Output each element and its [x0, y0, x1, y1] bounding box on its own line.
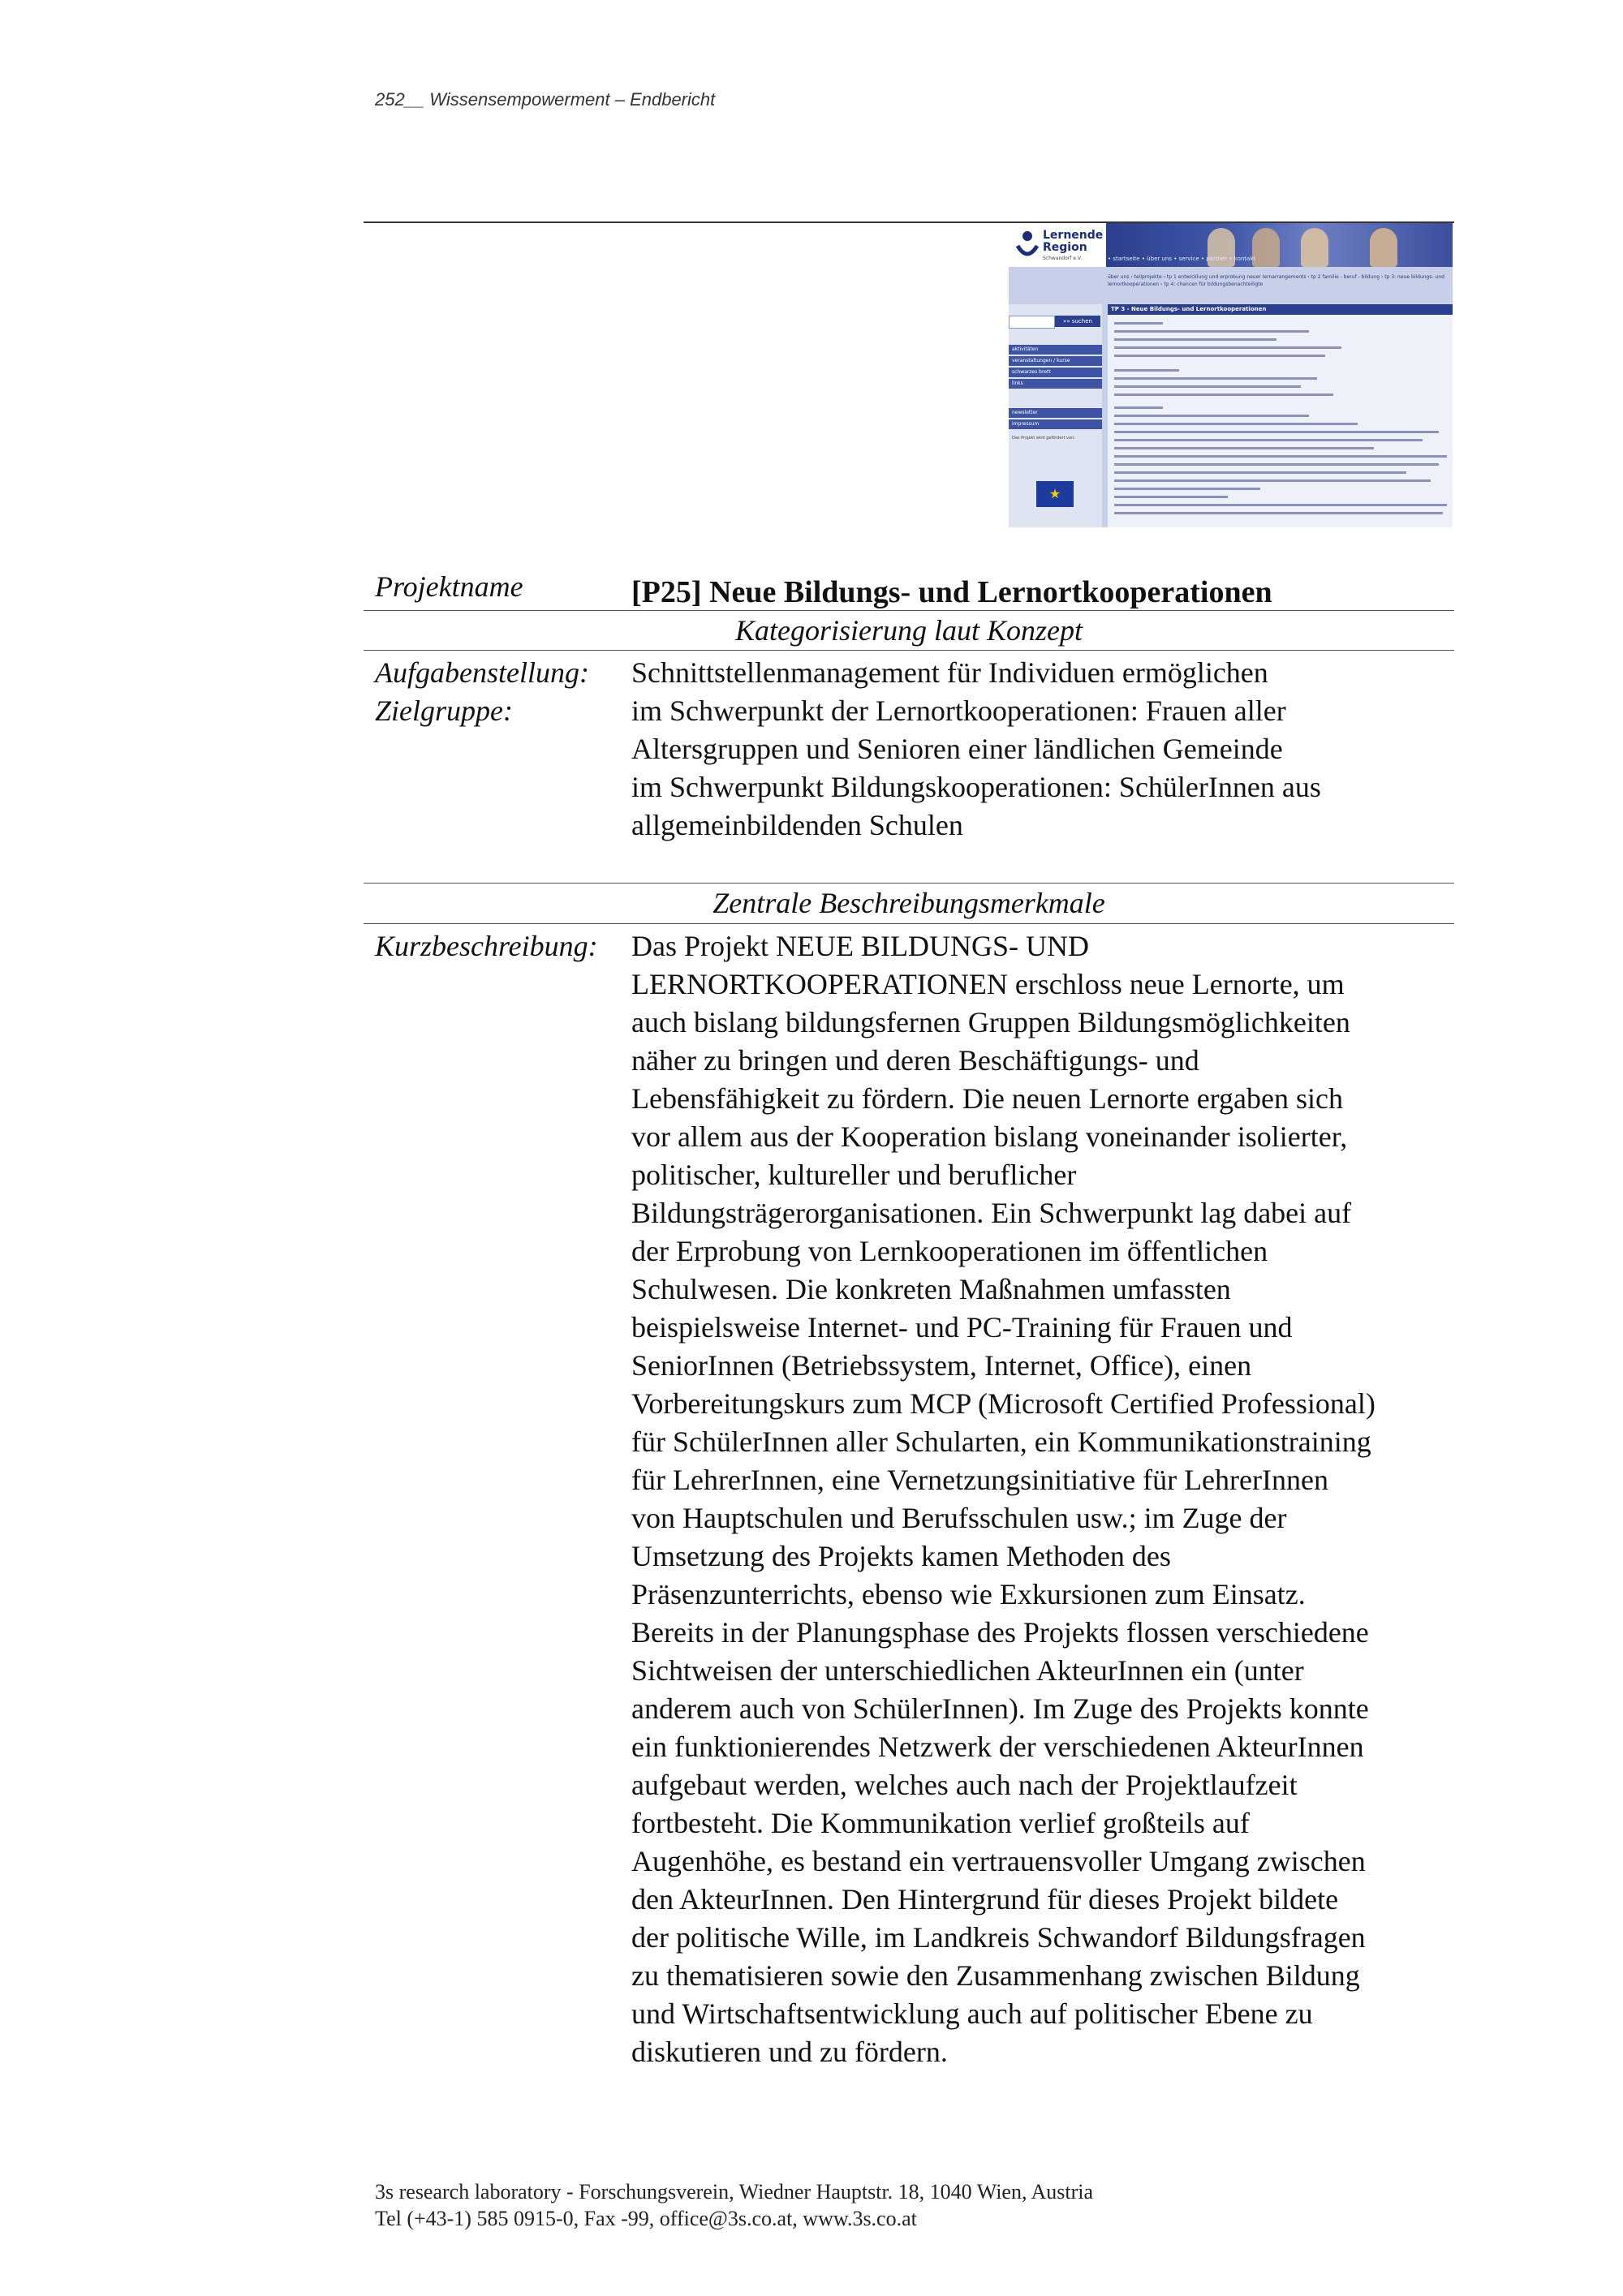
- running-header: 252__ Wissensempowerment – Endbericht: [375, 89, 716, 110]
- text-line: für SchülerInnen aller Schularten, ein Kommunikationstraining: [631, 1425, 1371, 1458]
- page-footer: [375, 2178, 1093, 2232]
- text-line: diskutieren und zu fördern.: [631, 2036, 948, 2068]
- text-line: Bildungsträgerorganisationen. Ein Schwerpunkt lag dabei auf: [631, 1197, 1352, 1229]
- screenshot-menu-item: schwarzes brett: [1009, 368, 1102, 377]
- screenshot-text-line: [1114, 512, 1443, 514]
- screenshot-text-line: [1114, 463, 1439, 466]
- text-line: im Schwerpunkt der Lernortkooperationen: Frauen aller: [631, 694, 1286, 727]
- text-line: der Erprobung von Lernkooperationen im öffentlichen: [631, 1235, 1268, 1267]
- banner-photo: [1370, 228, 1397, 267]
- text-line: zu thematisieren sowie den Zusammenhang zwischen Bildung: [631, 1959, 1360, 1992]
- screenshot-menu-item: impressum: [1009, 419, 1102, 429]
- screenshot-text-line: [1114, 439, 1423, 441]
- text-line: Schnittstellenmanagement für Individuen ermöglichen: [631, 656, 1268, 689]
- text-line: LERNORTKOOPERATIONEN erschloss neue Lernorte, um: [631, 968, 1345, 1000]
- text-line: Umsetzung des Projekts kamen Methoden des: [631, 1540, 1171, 1572]
- banner-photo: [1301, 228, 1328, 267]
- screenshot-text-line: [1114, 322, 1163, 325]
- footer-address: 3s research laboratory - Forschungsverein, Wiedner Hauptstr. 18, 1040 Wien, Austria: [375, 2180, 1094, 2204]
- row-rule: [364, 883, 1454, 884]
- row-rule: [364, 610, 1454, 611]
- text-line: politischer, kultureller und beruflicher: [631, 1159, 1077, 1191]
- screenshot-text-line: [1114, 479, 1431, 482]
- text-line: allgemeinbildenden Schulen: [631, 809, 963, 841]
- screenshot-text-line: [1114, 377, 1317, 380]
- text-line: den AkteurInnen. Den Hintergrund für dieses Projekt bildete: [631, 1883, 1339, 1915]
- screenshot-logo-text: Lernende Region: [1043, 229, 1104, 254]
- screenshot-search-input: [1009, 316, 1055, 329]
- screenshot-menu-item: newsletter: [1009, 408, 1102, 418]
- text-line: im Schwerpunkt Bildungskooperationen: SchülerInnen aus: [631, 771, 1321, 803]
- screenshot-text-line: [1114, 338, 1276, 341]
- website-screenshot: [1009, 223, 1453, 527]
- label-projektname: Projektname: [375, 570, 523, 603]
- text-line: Vorbereitungskurs zum MCP (Microsoft Certified Professional): [631, 1387, 1375, 1420]
- text-line: von Hauptschulen und Berufsschulen usw.; im Zuge der: [631, 1502, 1287, 1534]
- section-heading-beschreibungsmerkmale: Zentrale Beschreibungsmerkmale: [712, 887, 1105, 919]
- text-line: Augenhöhe, es bestand ein vertrauensvoller Umgang zwischen: [631, 1845, 1366, 1877]
- screenshot-text-line: [1114, 369, 1179, 372]
- text-line: anderem auch von SchülerInnen). Im Zuge des Projekts konnte: [631, 1692, 1369, 1725]
- lernende-region-logo-icon: [1015, 230, 1040, 260]
- screenshot-nav: • startseite • über uns • service • partner • kontakt: [1108, 256, 1256, 262]
- screenshot-text-line: [1114, 455, 1447, 458]
- footer-contact: Tel (+43-1) 585 0915-0, Fax -99, office@3s.co.at, www.3s.co.at: [375, 2207, 917, 2230]
- text-line: auch bislang bildungsfernen Gruppen Bildungsmöglichkeiten: [631, 1006, 1350, 1038]
- text-line: vor allem aus der Kooperation bislang voneinander isolierter,: [631, 1120, 1348, 1153]
- project-title: [P25] Neue Bildungs- und Lernortkooperationen: [631, 575, 1272, 609]
- banner-photo: [1252, 228, 1280, 267]
- text-line: Das Projekt NEUE BILDUNGS- UND: [631, 930, 1089, 962]
- screenshot-text-line: [1114, 471, 1406, 474]
- screenshot-text-line: [1114, 431, 1439, 433]
- section-heading-kategorisierung: Kategorisierung laut Konzept: [734, 614, 1083, 647]
- text-line: der politische Wille, im Landkreis Schwandorf Bildungsfragen: [631, 1921, 1366, 1954]
- screenshot-text-line: [1114, 488, 1260, 490]
- screenshot-text-line: [1114, 355, 1325, 357]
- screenshot-text-line: [1114, 346, 1341, 349]
- screenshot-text-line: [1114, 504, 1447, 506]
- screenshot-menu-item: links: [1009, 379, 1102, 389]
- text-line: für LehrerInnen, eine Vernetzungsinitiative für LehrerInnen: [631, 1464, 1328, 1496]
- screenshot-breadcrumb: über uns › teilprojekte › tp 1 entwicklung und erprobung neuer lernarrangements › tp 2 familie - beruf - bildung › tp 3: neue bildungs- und lernortkooperationen › tp 4: chancen für bildungsbenachteiligte: [1108, 274, 1444, 287]
- text-line: beispielsweise Internet- und PC-Training für Frauen und: [631, 1311, 1293, 1344]
- label-aufgabenstellung: Aufgabenstellung:: [375, 656, 589, 689]
- text-line: Lebensfähigkeit zu fördern. Die neuen Lernorte ergaben sich: [631, 1082, 1343, 1115]
- screenshot-text-line: [1114, 406, 1163, 409]
- eu-flag-icon: ★: [1036, 481, 1074, 507]
- text-line: Schulwesen. Die konkreten Maßnahmen umfassten: [631, 1273, 1231, 1305]
- screenshot-content-title: TP 3 - Neue Bildungs- und Lernortkooperationen: [1108, 304, 1453, 315]
- text-line: fortbesteht. Die Kommunikation verlief großteils auf: [631, 1807, 1250, 1839]
- screenshot-text-line: [1114, 393, 1333, 396]
- kurzbeschreibung-text: [631, 927, 1454, 2071]
- text-line: Bereits in der Planungsphase des Projekts flossen verschiedene: [631, 1616, 1369, 1649]
- screenshot-text-line: [1114, 447, 1374, 449]
- text-line: Präsenzunterrichts, ebenso wie Exkursionen zum Einsatz.: [631, 1578, 1306, 1610]
- text-line: Sichtweisen der unterschiedlichen AkteurInnen ein (unter: [631, 1654, 1304, 1687]
- label-zielgruppe: Zielgruppe:: [375, 694, 513, 727]
- screenshot-text-line: [1114, 330, 1309, 333]
- text-line: ein funktionierendes Netzwerk der verschiedenen AkteurInnen: [631, 1731, 1364, 1763]
- screenshot-menu-item: aktivitäten: [1009, 345, 1102, 355]
- screenshot-funded-text: Das Projekt wird gefördert von:: [1012, 436, 1075, 441]
- text-line: aufgebaut werden, welches auch nach der Projektlaufzeit: [631, 1769, 1298, 1801]
- screenshot-search-button: »» suchen: [1055, 316, 1100, 327]
- screenshot-logo-sub: Schwandorf e.V.: [1043, 256, 1083, 261]
- screenshot-text-line: [1114, 385, 1301, 388]
- text-line: und Wirtschaftsentwicklung auch auf politischer Ebene zu: [631, 1997, 1313, 2030]
- text-line: näher zu bringen und deren Beschäftigungs- und: [631, 1044, 1199, 1077]
- screenshot-text-line: [1114, 415, 1309, 417]
- row-rule: [364, 650, 1454, 651]
- screenshot-text-line: [1114, 423, 1358, 425]
- text-line: SeniorInnen (Betriebssystem, Internet, Office), einen: [631, 1349, 1252, 1382]
- screenshot-text-line: [1114, 496, 1228, 498]
- row-rule: [364, 923, 1454, 924]
- text-line: Altersgruppen und Senioren einer ländlichen Gemeinde: [631, 733, 1283, 765]
- label-kurzbeschreibung: Kurzbeschreibung:: [375, 930, 598, 962]
- screenshot-menu-item: veranstaltungen / kurse: [1009, 356, 1102, 366]
- aufgabe-text: [631, 654, 1454, 845]
